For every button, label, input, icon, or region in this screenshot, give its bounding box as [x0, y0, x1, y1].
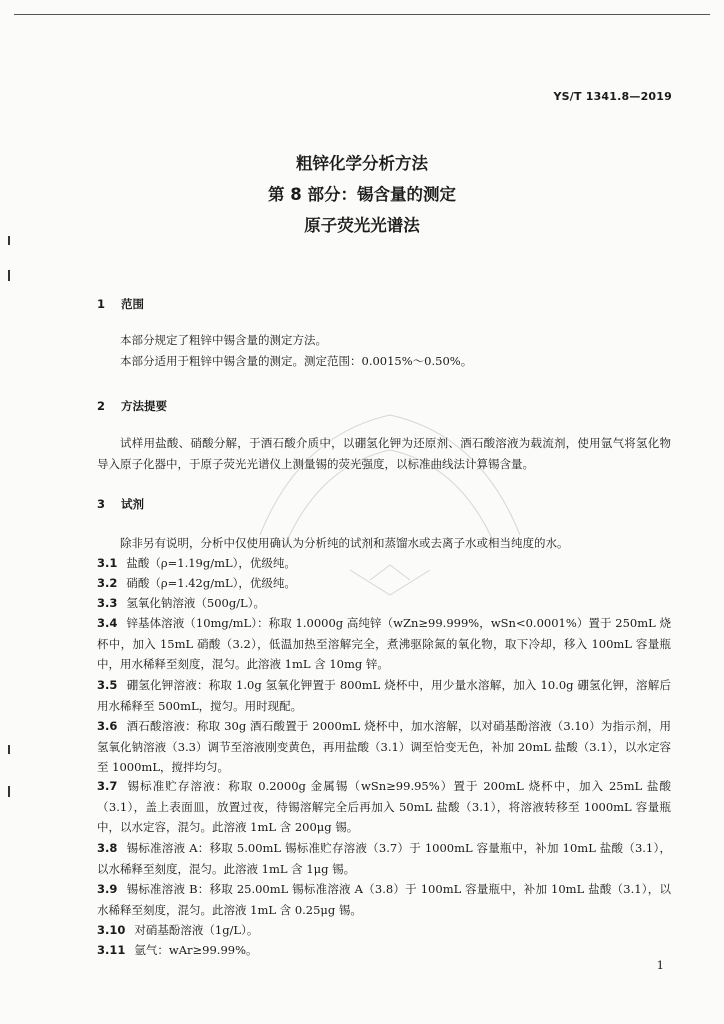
clause-number: 3.6 [97, 719, 118, 733]
reagent-item [97, 940, 671, 961]
section-heading-scope [97, 296, 144, 312]
clause-number: 3.5 [97, 678, 118, 692]
scope-paragraph-1: 本部分规定了粗锌中锡含量的测定方法。 [120, 333, 327, 347]
clause-number: 3.1 [97, 556, 118, 570]
clause-text: 盐酸（ρ=1.19g/mL），优级纯。 [126, 556, 296, 570]
page-number: 1 [656, 958, 664, 972]
reagent-item [97, 593, 671, 614]
standard-code: YS/T 1341.8—2019 [553, 90, 672, 103]
reagent-item [97, 920, 671, 941]
title-line-1: 粗锌化学分析方法 [296, 154, 428, 173]
scan-mark [8, 270, 10, 281]
clause-number: 3.8 [97, 841, 118, 855]
reagent-item [97, 879, 671, 920]
section-title: 试剂 [121, 497, 144, 511]
clause-text: 锌基体溶液（10mg/mL）：称取 1.0000g 高纯锌（wZn≥99.999%，wSn<0.0001%）置于 250mL 烧杯中，加入 15mL 硝酸（3.2），低温加热至溶解完全，煮沸驱除氮的氧化物，取下冷却，移入 100mL 容量瓶中，用水稀释至刻度，混匀。此溶液 1mL 含 10mg 锌。 [97, 616, 671, 672]
clause-number: 3.4 [97, 616, 118, 630]
clause-text: 氢氧化钠溶液（500g/L）。 [126, 596, 265, 610]
section-heading-reagents [97, 496, 144, 512]
reagent-item [97, 838, 671, 879]
clause-text: 硼氢化钾溶液：称取 1.0g 氢氧化钾置于 800mL 烧杯中，用少量水溶解，加入 10.0g 硼氢化钾，溶解后用水稀释至 500mL，搅匀。用时现配。 [97, 678, 671, 713]
clause-number: 3.7 [97, 779, 118, 793]
clause-text: 酒石酸溶液：称取 30g 酒石酸置于 2000mL 烧杯中，加水溶解，以对硝基酚溶液（3.10）为指示剂，用氢氧化钠溶液（3.3）调节至溶液刚变黄色，再用盐酸（3.1）调至恰变无色，补加 20mL 盐酸（3.1），以水定容至 1000mL，搅拌均匀。 [97, 719, 671, 775]
section-heading-method [97, 398, 167, 414]
clause-number: 3.11 [97, 943, 126, 957]
clause-text: 氩气：wAr≥99.99%。 [134, 943, 258, 957]
clause-text: 锡标准溶液 B：移取 25.00mL 锡标准溶液 A（3.8）于 100mL 容量瓶中，补加 10mL 盐酸（3.1），以水稀释至刻度，混匀。此溶液 1mL 含 0.25μg 锡。 [97, 882, 671, 917]
clause-number: 3.10 [97, 923, 126, 937]
scan-mark [8, 786, 10, 797]
clause-text: 硝酸（ρ=1.42g/mL），优级纯。 [126, 576, 296, 590]
method-paragraph: 试样用盐酸、硝酸分解，于酒石酸介质中，以硼氢化钾为还原剂、酒石酸溶液为载流剂，使用氩气将氢化物导入原子化器中，于原子荧光光谱仪上测量锡的荧光强度，以标准曲线法计算锡含量。 [97, 436, 671, 471]
section-number: 1 [97, 297, 106, 311]
section-title: 范围 [121, 297, 144, 311]
reagent-item [97, 553, 671, 574]
title-line-2: 第 8 部分：锡含量的测定 [268, 185, 456, 204]
scan-mark [8, 745, 10, 754]
title-line-3: 原子荧光光谱法 [304, 216, 420, 235]
clause-number: 3.9 [97, 882, 118, 896]
scope-paragraph-2: 本部分适用于粗锌中锡含量的测定。测定范围：0.0015%～0.50%。 [120, 354, 473, 368]
reagent-item [97, 716, 671, 778]
top-border-line [14, 14, 710, 15]
section-title: 方法提要 [121, 399, 167, 413]
clause-number: 3.2 [97, 576, 118, 590]
clause-text: 对硝基酚溶液（1g/L）。 [134, 923, 259, 937]
reagents-intro: 除非另有说明，分析中仅使用确认为分析纯的试剂和蒸馏水或去离子水或相当纯度的水。 [120, 536, 569, 550]
clause-text: 锡标准贮存溶液：称取 0.2000g 金属锡（wSn≥99.95%）置于 200mL 烧杯中，加入 25mL 盐酸（3.1），盖上表面皿，放置过夜，待锡溶解完全后再加入 50mL 盐酸（3.1），将溶液转移至 1000mL 容量瓶中，以水定容，混匀。此溶液 1mL 含 200μg 锡。 [97, 779, 671, 835]
section-number: 2 [97, 399, 106, 413]
scan-mark [8, 236, 10, 245]
reagent-item [97, 675, 671, 716]
reagent-item [97, 613, 671, 675]
clause-number: 3.3 [97, 596, 118, 610]
reagent-item [97, 776, 671, 838]
clause-text: 锡标准溶液 A：移取 5.00mL 锡标准贮存溶液（3.7）于 1000mL 容量瓶中，补加 10mL 盐酸（3.1），以水稀释至刻度，混匀。此溶液 1mL 含 1μg 锡。 [97, 841, 671, 876]
section-number: 3 [97, 497, 106, 511]
reagent-item [97, 573, 671, 594]
